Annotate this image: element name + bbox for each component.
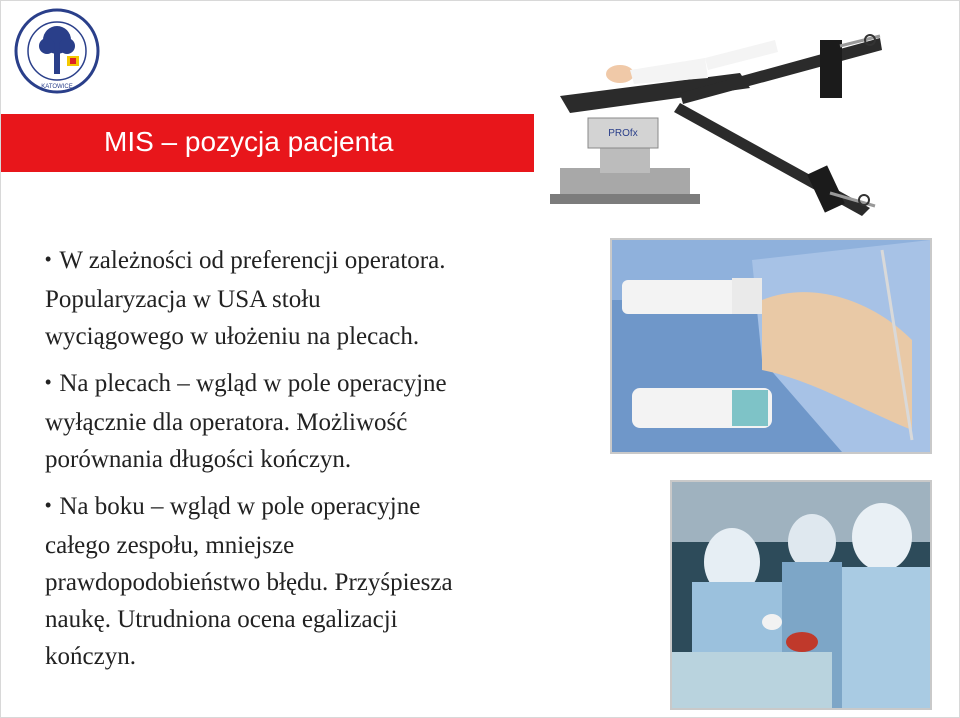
bullet-line: W zależności od preferencji operatora. [59, 247, 446, 274]
bullet-line: porównania długości kończyn. [45, 446, 352, 473]
logo-city: KATOWICE [41, 84, 73, 90]
bullet-item [45, 242, 605, 355]
bullet-line: kończyn. [45, 643, 136, 670]
bullet-line: Na boku – wgląd w pole operacyjne [59, 493, 421, 520]
bullet-item [45, 365, 605, 478]
bullet-line: prawdopodobieństwo błędu. Przyśpiesza [45, 569, 453, 596]
bullet-item [45, 488, 605, 675]
bullet-list [45, 242, 605, 685]
bullet-line: Na plecach – wgląd w pole operacyjne [59, 370, 447, 397]
bullet-symbol: • [45, 372, 52, 392]
bullet-symbol: • [45, 495, 52, 515]
bullet-line: Popularyzacja w USA stołu [45, 286, 321, 313]
lateral-position-team-photo [670, 480, 932, 710]
bullet-line: naukę. Utrudniona ocena egalizacji [45, 606, 398, 633]
bullet-line: wyłącznie dla operatora. Możliwość [45, 409, 408, 436]
supine-position-photo [610, 238, 932, 454]
clinic-logo [14, 8, 100, 94]
bullet-symbol: • [45, 249, 52, 269]
bullet-line: wyciągowego w ułożeniu na plecach. [45, 323, 420, 350]
traction-table-image [530, 18, 890, 218]
bullet-line: całego zespołu, mniejsze [45, 532, 295, 559]
table-brand-label: PROfx [608, 128, 638, 139]
slide-title: MIS – pozycja pacjenta [104, 126, 394, 157]
